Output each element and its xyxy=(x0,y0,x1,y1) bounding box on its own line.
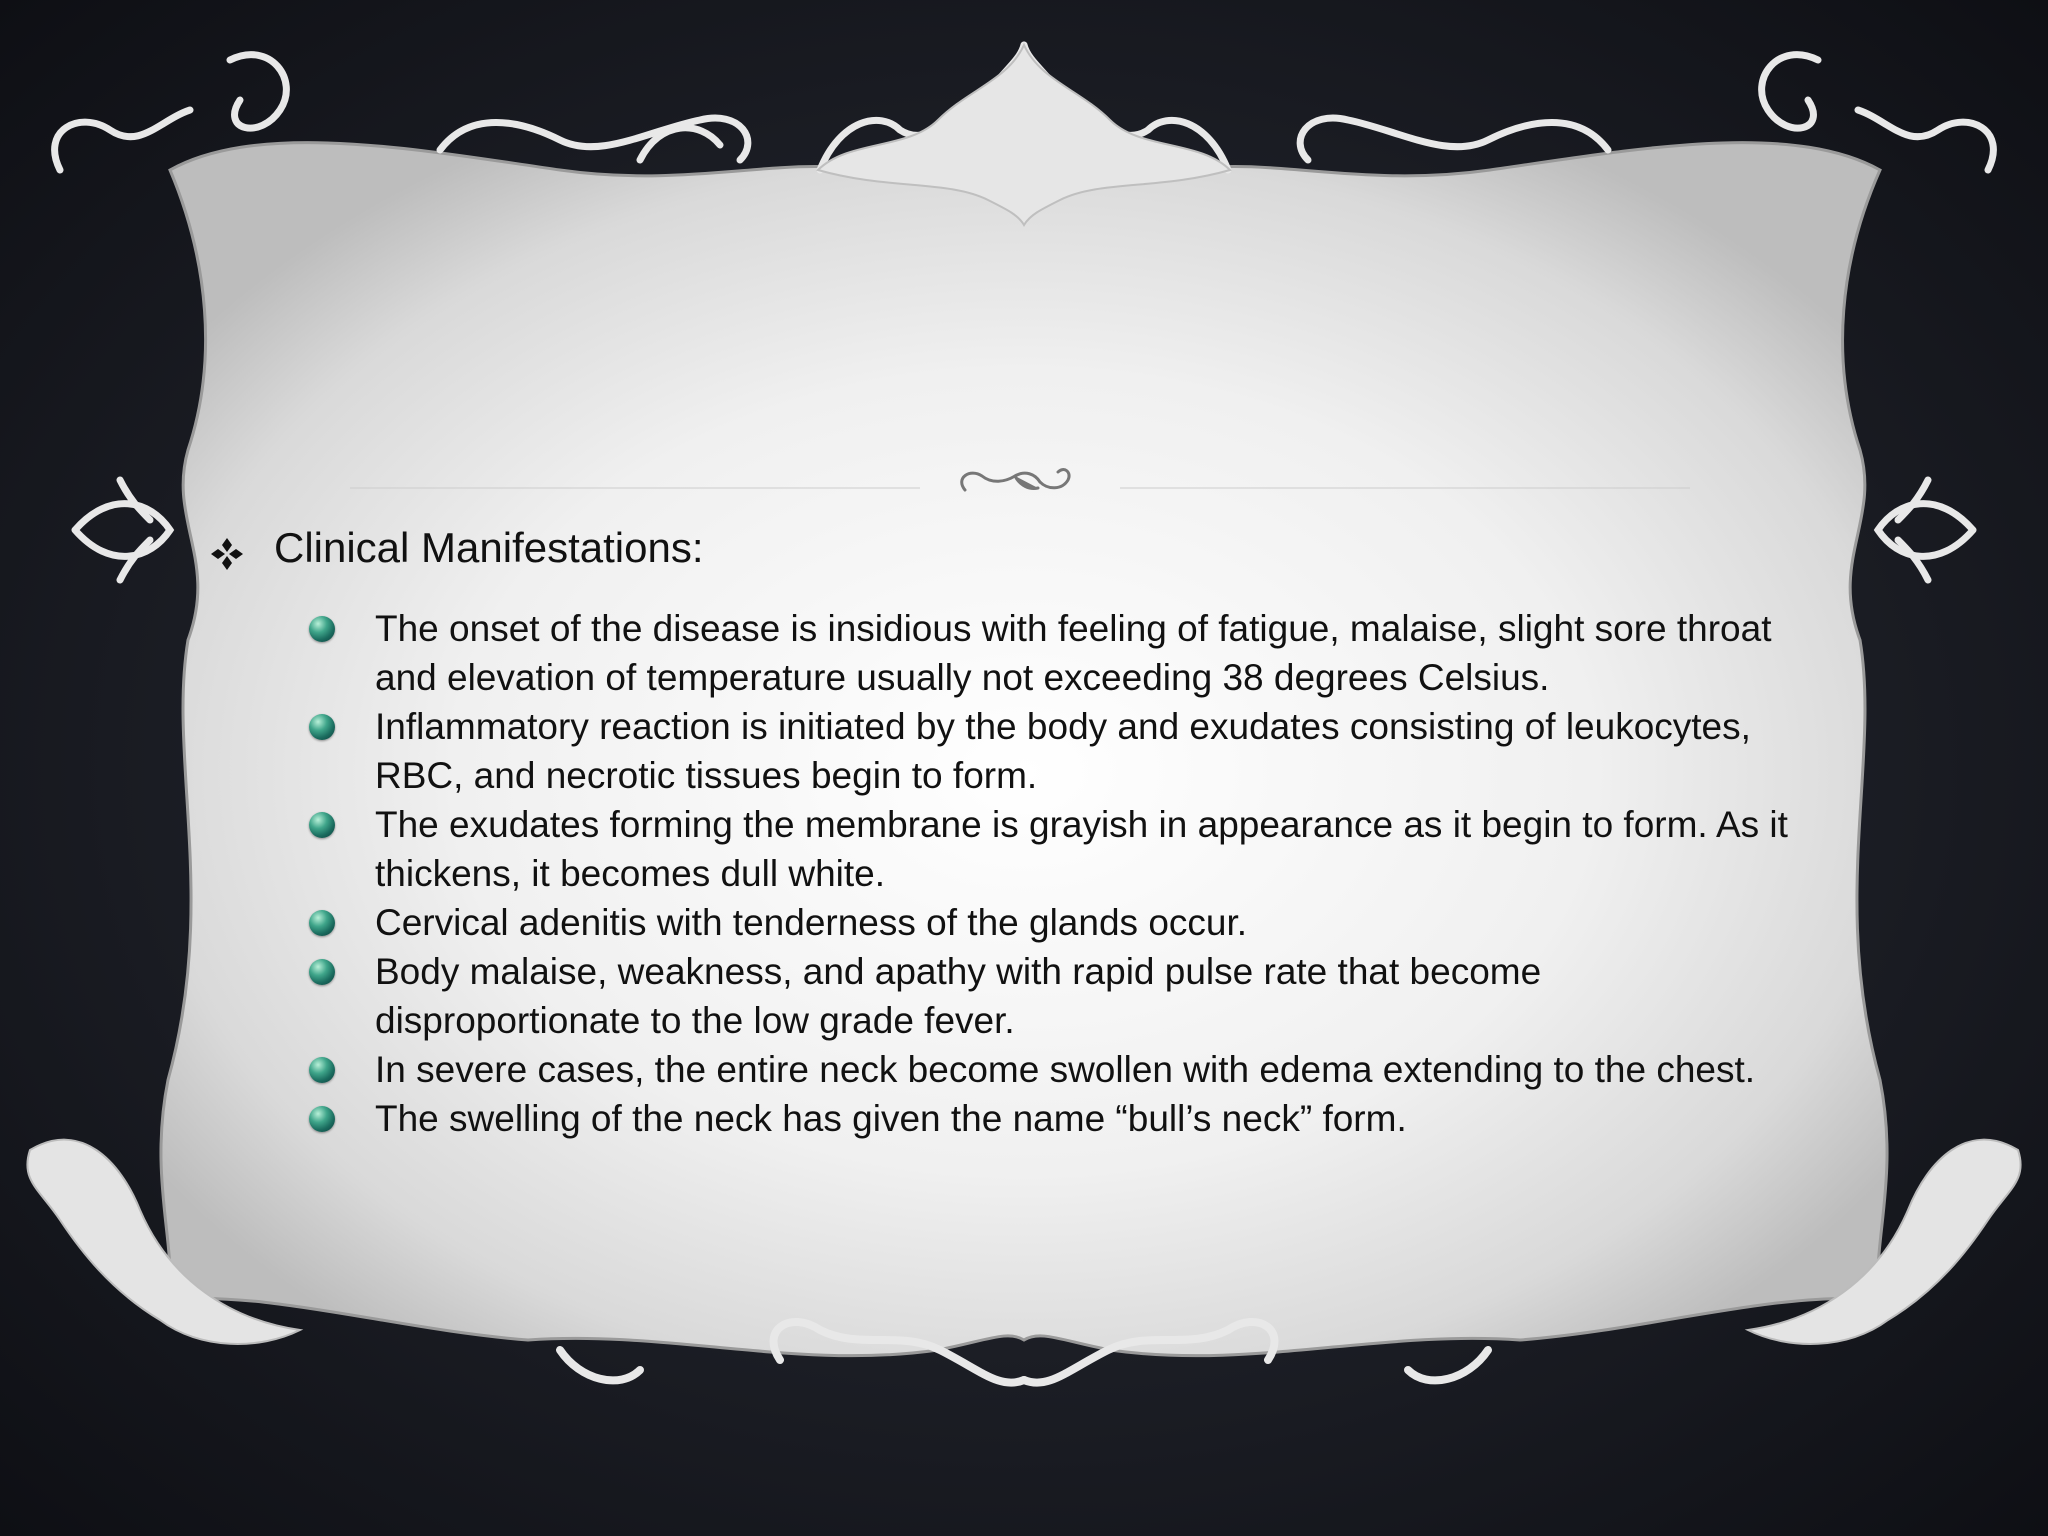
title-divider xyxy=(350,460,1690,504)
bullet-text: The exudates forming the membrane is grayish in appearance as it begin to form. As it thickens, it becomes dull white. xyxy=(375,804,1788,894)
bullet-item xyxy=(305,947,1805,1045)
bullet-text: The swelling of the neck has given the name “bull’s neck” form. xyxy=(375,1098,1407,1139)
globe-orb-icon xyxy=(309,1106,335,1132)
four-diamond-icon xyxy=(210,531,244,565)
globe-orb-icon xyxy=(309,1057,335,1083)
bullet-item xyxy=(305,800,1805,898)
bullet-item xyxy=(305,1045,1805,1094)
slide-heading xyxy=(210,522,704,574)
flourish-icon xyxy=(962,470,1069,490)
bullet-text: In severe cases, the entire neck become swollen with edema extending to the chest. xyxy=(375,1049,1756,1090)
bullet-item xyxy=(305,898,1805,947)
globe-orb-icon xyxy=(309,959,335,985)
bullet-text: The onset of the disease is insidious with feeling of fatigue, malaise, slight sore throat and elevation of temperature usually not exceeding 38 degrees Celsius. xyxy=(375,608,1772,698)
bullet-text: Cervical adenitis with tenderness of the glands occur. xyxy=(375,902,1248,943)
globe-orb-icon xyxy=(309,714,335,740)
bullet-item xyxy=(305,1094,1805,1143)
bullet-text: Body malaise, weakness, and apathy with rapid pulse rate that become disproportionate to the low grade fever. xyxy=(375,951,1542,1041)
bullet-text: Inflammatory reaction is initiated by the body and exudates consisting of leukocytes, RBC, and necrotic tissues begin to form. xyxy=(375,706,1751,796)
bullet-list xyxy=(305,604,1805,1143)
bullet-item xyxy=(305,702,1805,800)
bullet-item xyxy=(305,604,1805,702)
globe-orb-icon xyxy=(309,812,335,838)
globe-orb-icon xyxy=(309,616,335,642)
heading-text: Clinical Manifestations: xyxy=(274,524,704,571)
globe-orb-icon xyxy=(309,910,335,936)
